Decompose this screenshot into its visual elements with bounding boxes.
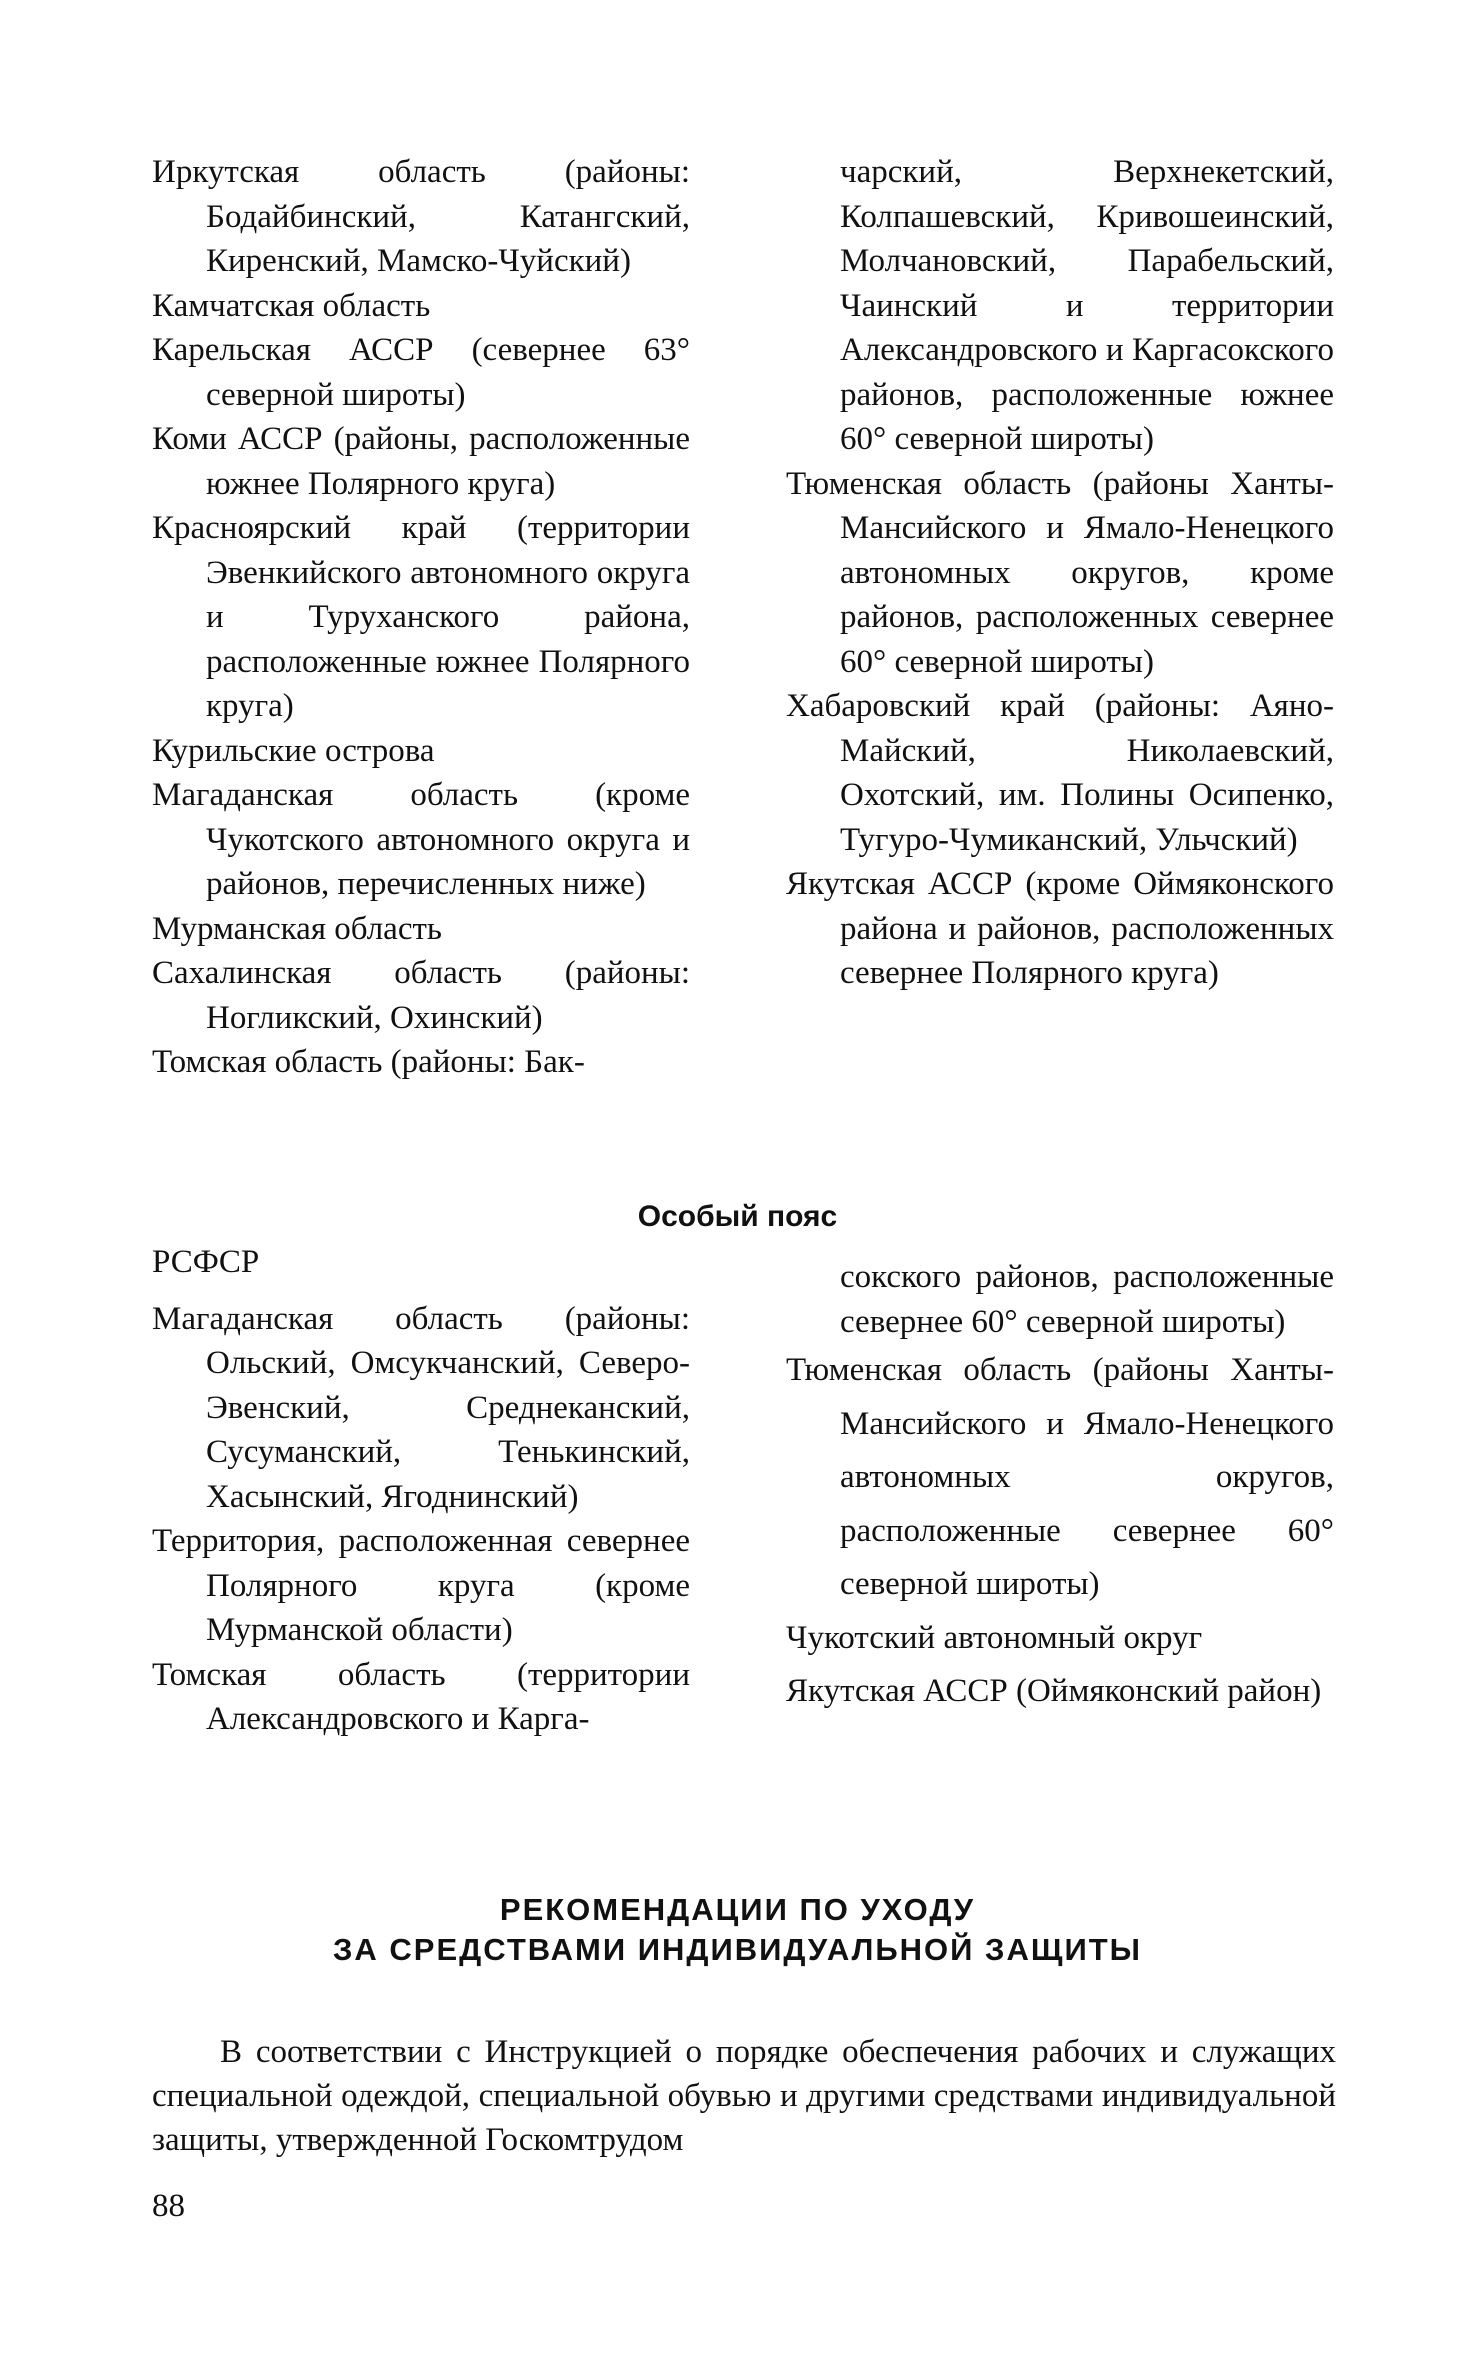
list-item: Томская область (территории Александровского и Карга- [152,1656,690,1737]
list-item: Территория, расположенная севернее Полярного круга (кроме Мурманской области) [152,1523,690,1648]
list-item: Коми АССР (районы, расположенные южнее Полярного круга) [152,421,690,502]
list-item: Камчатская область [152,287,431,324]
list-item: Томская область (районы: Бак- [152,1044,585,1080]
page-number: 88 [152,2188,185,2224]
list-item: Карельская АССР (севернее 63° северной широты) [152,332,690,413]
list-item: Тюменская область (районы Ханты-Мансийского и Ямало-Ненецкого автономных округов, кроме районов, расположенных севернее 60° северной широты) [786,465,1334,680]
list-item-continuation: сокского районов, расположенные севернее 60° северной широты) [840,1259,1334,1340]
list-item: Якутская АССР (Оймяконский район) [786,1673,1322,1709]
special-zone-right-column [786,1255,1334,1719]
list-item: Якутская АССР (кроме Оймяконского района и районов, расположенных севернее Полярного круга) [786,866,1334,991]
list-item: Хабаровский край (районы: Аяно-Майский, Николаевский, Охотский, им. Полины Осипенко, Тугуро-Чумиканский, Ульчский) [786,688,1334,858]
zone-heading: Особый пояс [637,1200,838,1233]
north-zone-right-column [786,150,1334,996]
north-zone-left-column [152,150,690,1085]
list-item: Иркутская область (районы: Бодайбинский, Катангский, Киренский, Мамско-Чуйский) [152,154,690,279]
list-item: Мурманская область [152,910,442,947]
list-item: Чукотский автономный округ [786,1619,1203,1656]
list-item: Магаданская область (районы: Ольский, Омсукчанский, Северо-Эвенский, Среднеканский, Сусуманский, Тенькинский, Хасынский, Ягоднинский) [152,1300,690,1515]
section-title [0,1890,1475,1970]
republic-heading: РСФСР [152,1244,260,1280]
list-item: Курильские острова [152,732,435,769]
list-item: Тюменская область (районы Ханты-Мансийского и Ямало-Ненецкого автономных округов, расположенные севернее 60° северной широты) [786,1352,1334,1602]
body-paragraph: В соответствии с Инструкцией о порядке обеспечения рабочих и служащих специальной одеждой, специальной обувью и другими средствами индивидуальной защиты, утвержденной Госкомтрудом [152,2034,1336,2158]
list-item: Магаданская область (кроме Чукотского автономного округа и районов, перечисленных ниже) [152,777,690,902]
special-zone-left-column [152,1240,690,1742]
section-title-line: РЕКОМЕНДАЦИИ ПО УХОДУ [499,1892,976,1927]
list-item-continuation: чарский, Верхнекетский, Колпашевский, Кривошеинский, Молчановский, Парабельский, Чаинский и территории Александровского и Каргасокского районов, расположенные южнее 60° северной широты) [840,154,1334,457]
list-item: Красноярский край (территории Эвенкийского автономного округа и Туруханского района, расположенные южнее Полярного круга) [152,510,690,724]
list-item: Сахалинская область (районы: Ногликский, Охинский) [152,955,690,1036]
section-title-line: ЗА СРЕДСТВАМИ ИНДИВИДУАЛЬНОЙ ЗАЩИТЫ [332,1932,1143,1967]
